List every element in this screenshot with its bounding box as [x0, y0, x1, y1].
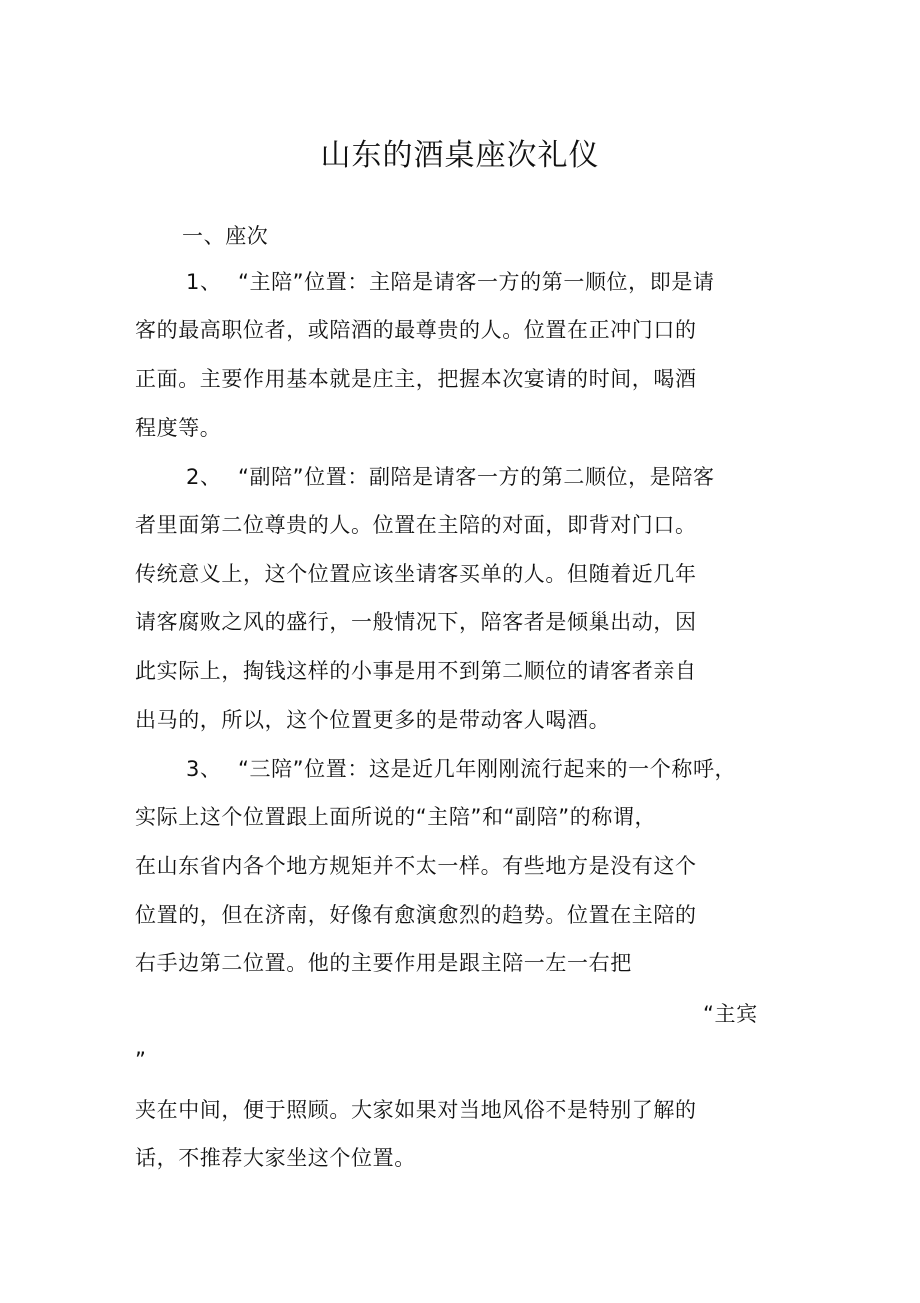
text-line: 者里面第二位尊贵的人。位置在主陪的对面，即背对门口。 — [135, 513, 697, 537]
text-line: 右手边第二位置。他的主要作用是跟主陪一左一右把 — [135, 951, 632, 975]
text-line: 此实际上，掏钱这样的小事是用不到第二顺位的请客者亲自 — [135, 659, 697, 683]
section-heading: 一、座次 — [182, 224, 269, 248]
text-line: 传统意义上，这个位置应该坐请客买单的人。但随着近几年 — [135, 562, 697, 586]
text-line: 程度等。 — [135, 416, 222, 440]
document-title: 山东的酒桌座次礼仪 — [320, 138, 600, 173]
text-line: 位置的，但在济南，好像有愈演愈烈的趋势。位置在主陪的 — [135, 903, 697, 927]
text-line: 请客腐败之风的盛行，一般情况下，陪客者是倾巢出动，因 — [135, 610, 697, 634]
text-line: ” — [135, 1048, 147, 1072]
text-line: 实际上这个位置跟上面所说的“主陪”和“副陪”的称谓， — [135, 805, 657, 829]
text-line: 客的最高职位者，或陪酒的最尊贵的人。位置在正冲门口的 — [135, 318, 697, 342]
text-line: “主陪”位置：主陪是请客一方的第一顺位，即是请 — [238, 270, 715, 294]
item-number: 2、 — [186, 465, 222, 489]
item-number: 1、 — [186, 270, 222, 294]
text-line: 在山东省内各个地方规矩并不太一样。有些地方是没有这个 — [135, 854, 697, 878]
item-number: 3、 — [186, 757, 222, 781]
text-line: 夹在中间，便于照顾。大家如果对当地风俗不是特别了解的 — [135, 1098, 697, 1122]
text-line: 正面。主要作用基本就是庄主，把握本次宴请的时间，喝酒 — [135, 367, 697, 391]
text-line: “副陪”位置：副陪是请客一方的第二顺位，是陪客 — [238, 465, 715, 489]
text-line: “三陪”位置：这是近几年刚刚流行起来的一个称呼， — [238, 757, 737, 781]
text-line: “主宾 — [703, 1002, 758, 1026]
text-line: 出马的，所以，这个位置更多的是带动客人喝酒。 — [135, 708, 611, 732]
text-line: 话，不推荐大家坐这个位置。 — [135, 1146, 416, 1170]
